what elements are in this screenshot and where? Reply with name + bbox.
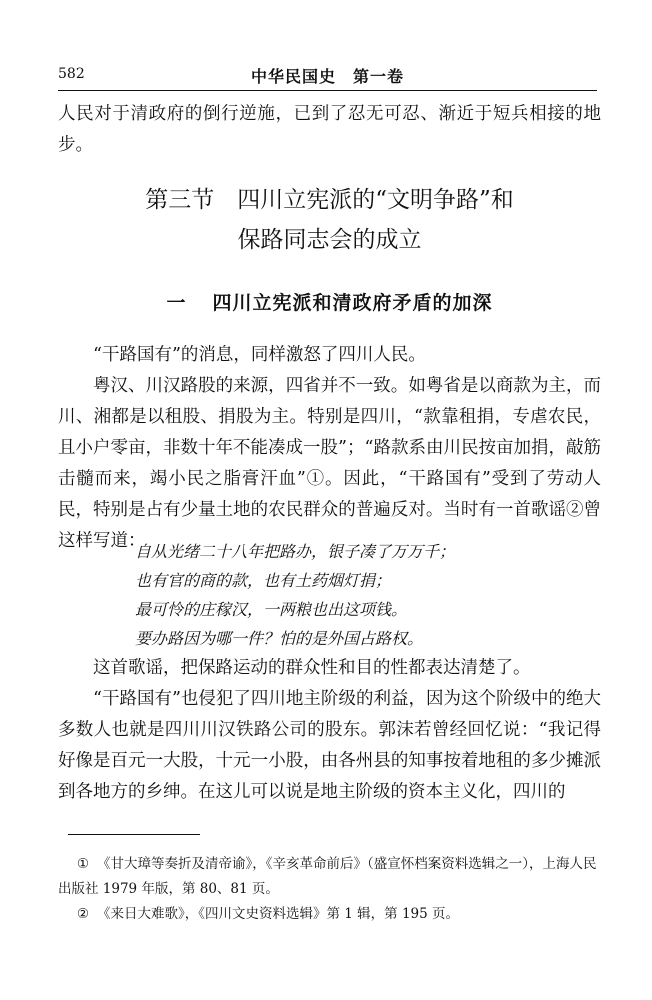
paragraph-news: “干路国有”的消息，同样激怒了四川人民。 bbox=[93, 345, 426, 365]
page-header bbox=[58, 64, 597, 91]
song-line: 也有官的商的款，也有土药烟灯捐； bbox=[135, 571, 392, 590]
paragraph-share-sources: 粤汉、川汉路股的来源，四省并不一致。如粤省是以商款为主，而川、湘都是以租股、捐股为主。特别是四川，“款靠租捐，专虐农民，且小户零亩，非数十年不能凑成一股”；“路款系由川民按亩加捐，敲筋击髓而来，竭小民之脂膏汗血”①。因此，“干路国有”受到了劳动人民，特别是占有少量土地的农民群众的普遍反对。当时有一首歌谣②曾这样写道： bbox=[58, 376, 601, 551]
footnotes bbox=[58, 852, 601, 927]
subsection-number: 一 bbox=[166, 292, 187, 314]
section-title-line-1: 第三节 四川立宪派的“文明争路”和 bbox=[145, 187, 514, 213]
subsection-heading bbox=[58, 288, 601, 315]
footnote-divider bbox=[68, 834, 200, 835]
paragraph-song-comment: 这首歌谣，把保路运动的群众性和目的性都表达清楚了。 bbox=[93, 658, 531, 678]
running-title: 中华民国史 第一卷 bbox=[250, 67, 404, 86]
footnote-text: 《甘大璋等奏折及清帝谕》，《辛亥革命前后》（盛宣怀档案资料选辑之一），上海人民出版社 1979 年版，第 80、81 页。 bbox=[58, 856, 597, 897]
folk-song bbox=[135, 537, 615, 653]
page-number: 582 bbox=[58, 66, 85, 82]
section-title bbox=[58, 180, 601, 260]
footnote bbox=[58, 852, 601, 902]
footnote-text: 《来日大难歌》，《四川文史资料选辑》第 1 辑，第 195 页。 bbox=[97, 906, 460, 922]
song-line: 最可怜的庄稼汉，一两粮也出这项钱。 bbox=[135, 600, 408, 619]
section-title-line-2: 保路同志会的成立 bbox=[237, 227, 422, 253]
continuation-paragraph: 人民对于清政府的倒行逆施，已到了忍无可忍、渐近于短兵相接的地步。 bbox=[58, 104, 601, 155]
song-line: 要办路因为哪一件？怕的是外国占路权。 bbox=[135, 629, 424, 648]
song-line: 自从光绪二十八年把路办，银子凑了万万千； bbox=[135, 542, 456, 561]
footnote-mark: ① bbox=[76, 856, 89, 872]
paragraph-landlord-interest: “干路国有”也侵犯了四川地主阶级的利益，因为这个阶级中的绝大多数人也就是四川川汉铁路公司的股东。郭沫若曾经回忆说：“我记得好像是百元一大股，十元一小股，由各州县的知事按着地租的多少摊派到各地方的乡绅。在这儿可以说是地主阶级的资本主义化，四川的 bbox=[58, 689, 601, 802]
subsection-title: 四川立宪派和清政府矛盾的加深 bbox=[212, 292, 493, 314]
footnote bbox=[58, 902, 601, 927]
footnote-mark: ② bbox=[76, 906, 89, 922]
